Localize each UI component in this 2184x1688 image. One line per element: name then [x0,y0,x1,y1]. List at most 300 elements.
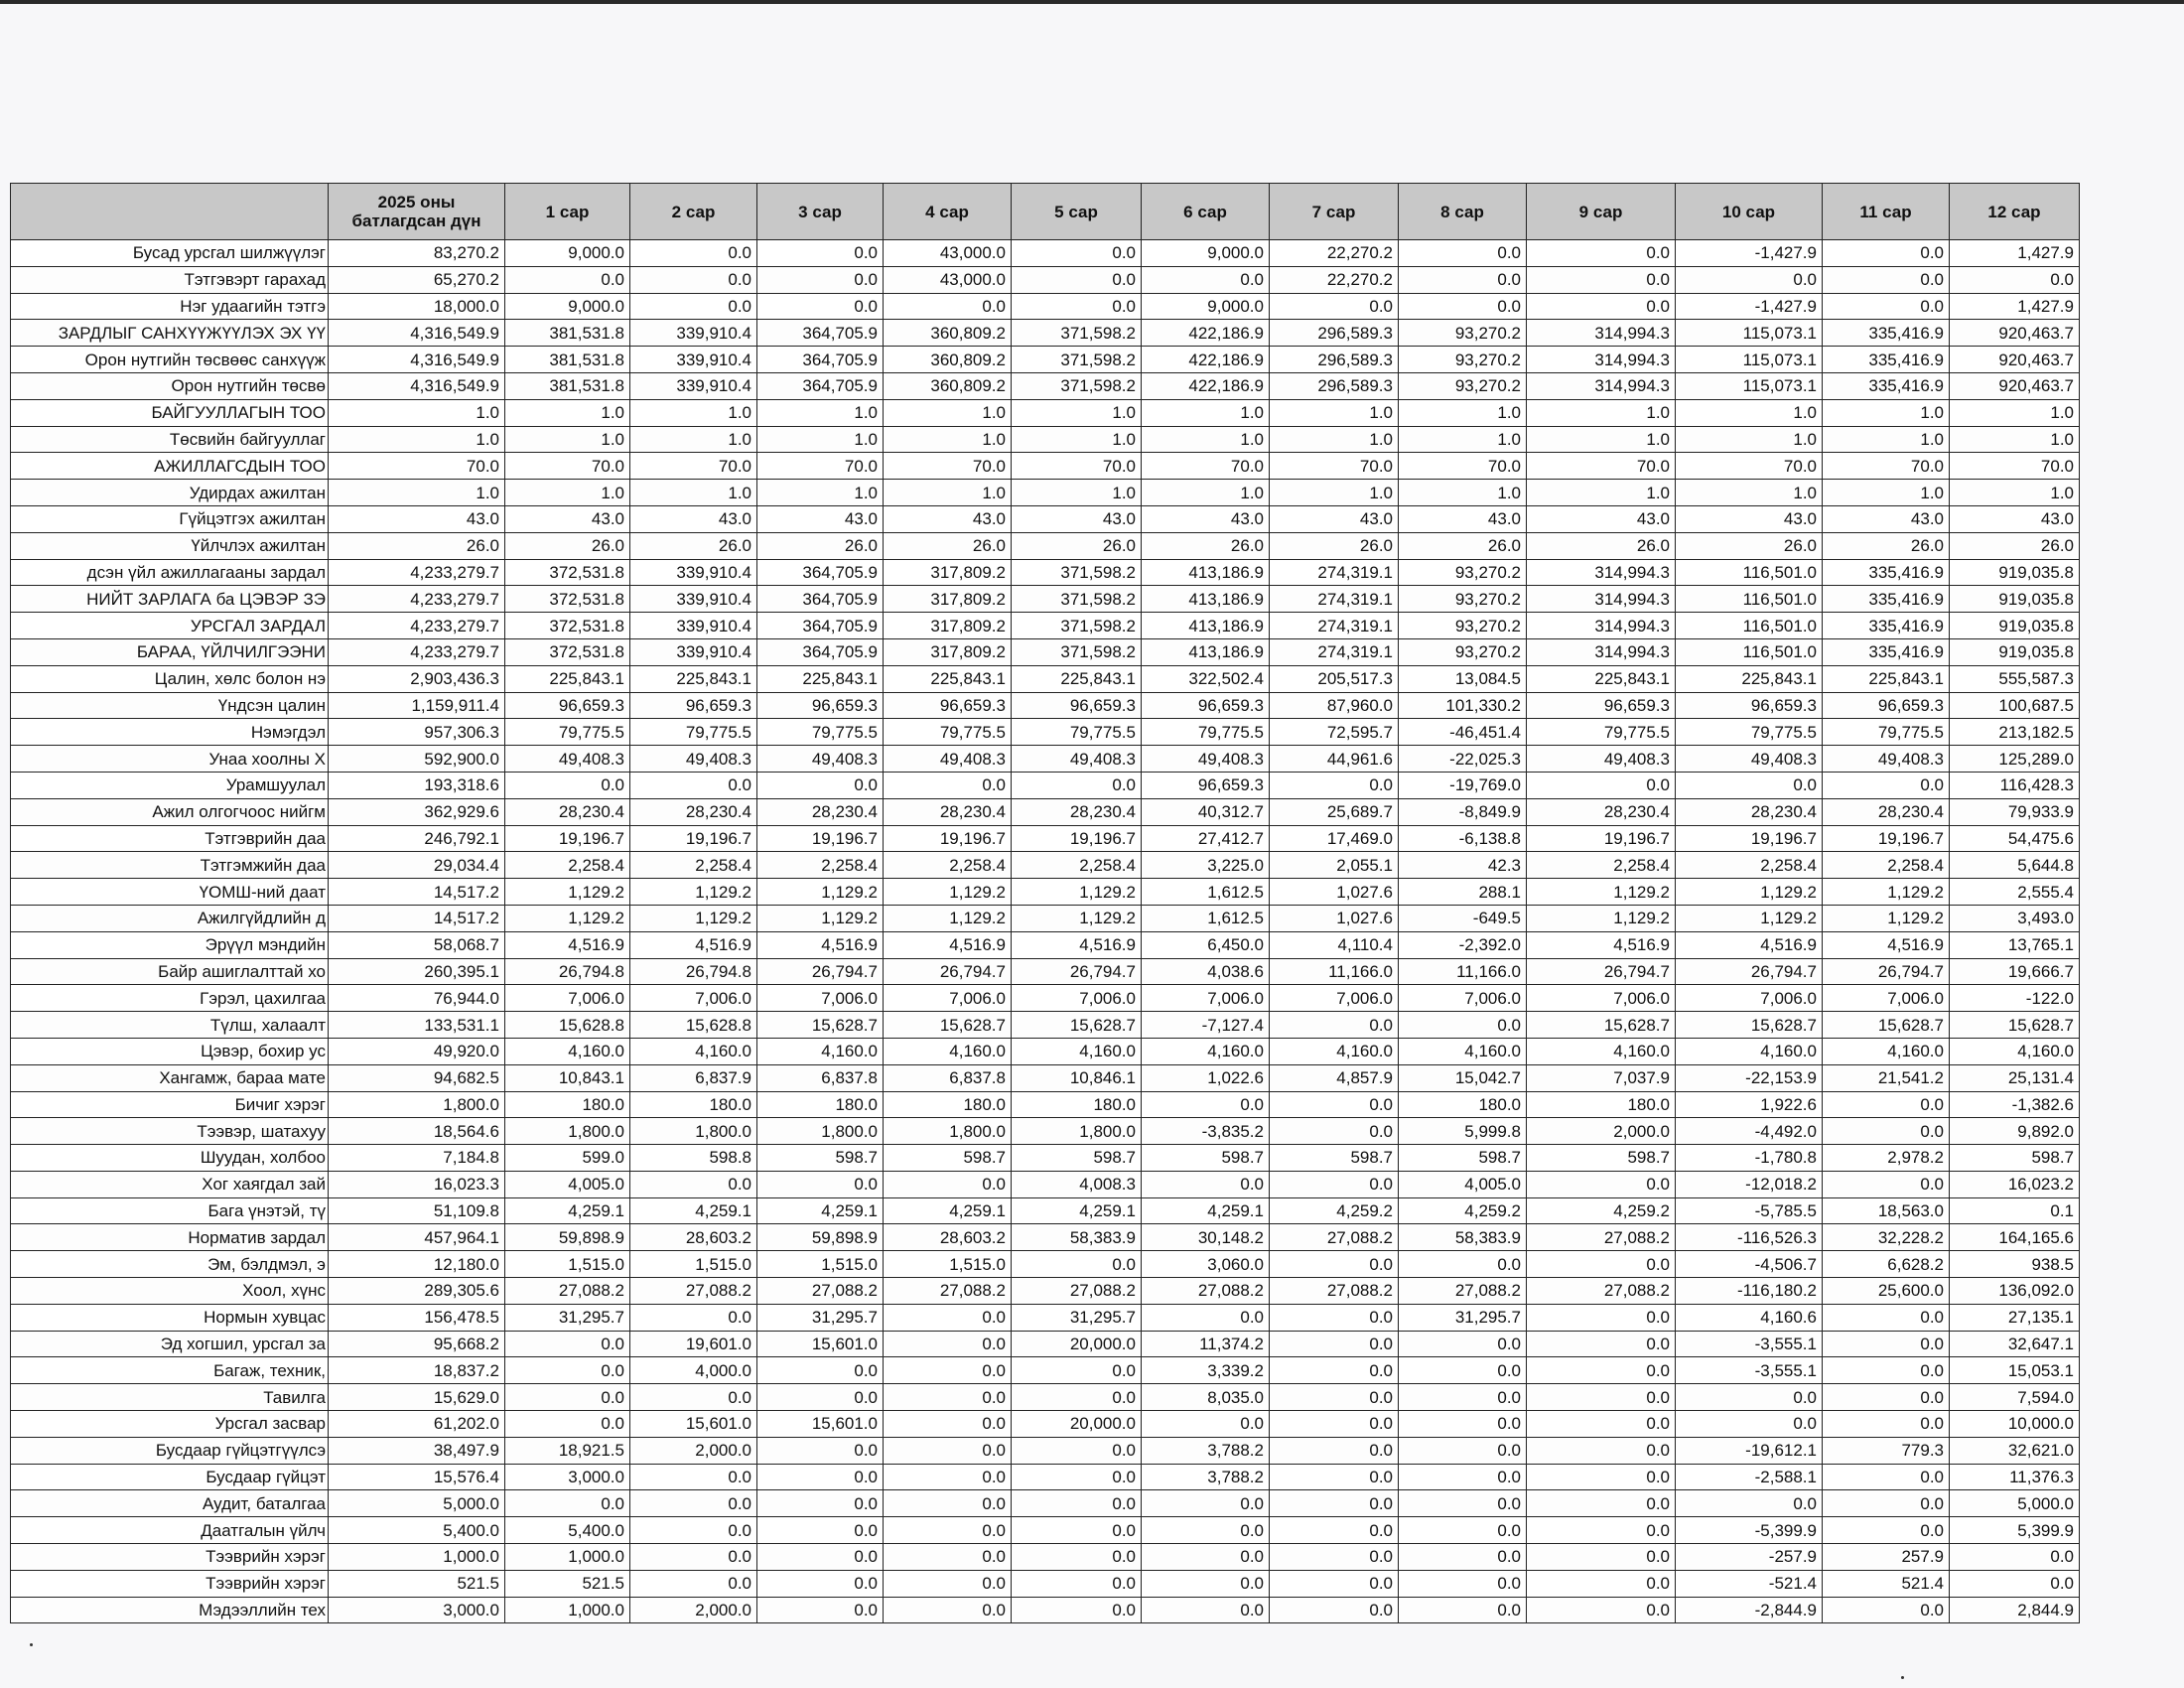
value-cell: 5,000.0 [329,1490,505,1517]
value-cell: 115,073.1 [1676,372,1823,399]
value-cell: 371,598.2 [1012,586,1142,613]
value-cell: 4,316,549.9 [329,372,505,399]
value-cell: 0.0 [884,1437,1012,1464]
table-row [11,1490,2080,1517]
value-cell: 2,903,436.3 [329,665,505,692]
value-cell: 1.0 [1676,426,1823,453]
row-label [11,1278,329,1305]
value-cell: 13,765.1 [1950,931,2080,958]
value-cell: 314,994.3 [1527,320,1676,347]
value-cell: 1,027.6 [1270,905,1399,931]
value-cell: 4,160.0 [1012,1038,1142,1064]
row-label-text: Тээвэр, шатахуу [197,1121,326,1141]
value-cell: 93,270.2 [1399,372,1527,399]
value-cell: 116,501.0 [1676,638,1823,665]
row-label [11,559,329,586]
value-cell: 4,516.9 [630,931,757,958]
scan-speck [30,1643,33,1646]
row-label [11,1570,329,1597]
row-label-text: Хоол, хүнс [242,1281,326,1301]
value-cell: 4,259.1 [757,1197,884,1224]
value-cell: 1.0 [630,399,757,426]
value-cell: 0.0 [1142,1544,1270,1571]
value-cell: 0.0 [884,1384,1012,1411]
value-cell: 26,794.7 [1527,958,1676,985]
value-cell: 18,000.0 [329,293,505,320]
value-cell: 317,809.2 [884,613,1012,639]
row-label-text: Бага үнэтэй, тү [207,1201,326,1221]
value-cell: 26,794.7 [1823,958,1950,985]
value-cell: 521.5 [505,1570,630,1597]
value-cell: 70.0 [884,453,1012,480]
value-cell: 1,515.0 [630,1251,757,1278]
value-cell: 1.0 [1012,399,1142,426]
value-cell: 180.0 [1399,1091,1527,1118]
value-cell: 1.0 [1950,426,2080,453]
value-cell: 225,843.1 [1012,665,1142,692]
value-cell: 0.0 [1676,266,1823,293]
value-cell: 9,000.0 [505,293,630,320]
value-cell: 40,312.7 [1142,798,1270,825]
value-cell: 920,463.7 [1950,320,2080,347]
row-label-text: Эрүүл мэндийн [205,935,326,955]
row-label-text: Норматив зардал [188,1227,326,1247]
value-cell: 0.0 [884,1490,1012,1517]
value-cell: 4,316,549.9 [329,320,505,347]
value-cell: 70.0 [1012,453,1142,480]
value-cell: 70.0 [1950,453,2080,480]
value-cell: 413,186.9 [1142,613,1270,639]
value-cell: 371,598.2 [1012,638,1142,665]
table-row [11,1171,2080,1197]
value-cell: 116,501.0 [1676,559,1823,586]
value-cell: 0.0 [757,1384,884,1411]
value-cell: 0.0 [1012,240,1142,267]
value-cell: 4,316,549.9 [329,347,505,373]
value-cell: 0.0 [1823,1118,1950,1145]
table-row [11,931,2080,958]
row-label [11,1118,329,1145]
value-cell: 339,910.4 [630,559,757,586]
value-cell: 957,306.3 [329,719,505,746]
value-cell: 180.0 [1012,1091,1142,1118]
value-cell: 1.0 [630,480,757,506]
value-cell: 2,258.4 [1527,852,1676,879]
value-cell: 4,160.0 [757,1038,884,1064]
row-label [11,798,329,825]
value-cell: 43.0 [1676,505,1823,532]
row-label [11,1224,329,1251]
value-cell: 0.0 [1142,1411,1270,1438]
row-label-text: Орон нутгийн төсвө [171,376,326,396]
row-label [11,1517,329,1544]
value-cell: 26,794.7 [884,958,1012,985]
value-cell: 43,000.0 [884,240,1012,267]
value-cell: 27,088.2 [505,1278,630,1305]
header-cell: 4 сар [884,184,1012,240]
table-row [11,347,2080,373]
value-cell: 339,910.4 [630,613,757,639]
value-cell: 16,023.3 [329,1171,505,1197]
value-cell: 246,792.1 [329,825,505,852]
value-cell: 0.0 [757,1544,884,1571]
value-cell: 1.0 [1823,480,1950,506]
value-cell: 381,531.8 [505,347,630,373]
value-cell: 0.0 [1823,1357,1950,1384]
header-row [11,184,2080,240]
value-cell: 0.0 [1527,1464,1676,1490]
row-label [11,638,329,665]
value-cell: 335,416.9 [1823,372,1950,399]
value-cell: 6,837.8 [757,1064,884,1091]
value-cell: 371,598.2 [1012,320,1142,347]
value-cell: 72,595.7 [1270,719,1399,746]
row-label [11,1331,329,1357]
value-cell: 0.0 [1399,1597,1527,1623]
value-cell: 96,659.3 [1142,692,1270,719]
value-cell: 0.0 [630,266,757,293]
value-cell: 31,295.7 [505,1304,630,1331]
value-cell: 360,809.2 [884,372,1012,399]
value-cell: 8,035.0 [1142,1384,1270,1411]
value-cell: 70.0 [1527,453,1676,480]
row-label [11,1145,329,1172]
value-cell: 0.0 [630,772,757,798]
row-label-text: Орон нутгийн төсвөөс санхүүж [84,350,326,369]
value-cell: 0.0 [1950,1570,2080,1597]
table-row [11,372,2080,399]
value-cell: 2,000.0 [1527,1118,1676,1145]
value-cell: -3,555.1 [1676,1331,1823,1357]
value-cell: 2,555.4 [1950,879,2080,906]
value-cell: 1,129.2 [757,905,884,931]
value-cell: 116,501.0 [1676,586,1823,613]
value-cell: 0.0 [1823,1304,1950,1331]
value-cell: 360,809.2 [884,320,1012,347]
value-cell: 2,258.4 [757,852,884,879]
row-label [11,1197,329,1224]
value-cell: 225,843.1 [1527,665,1676,692]
value-cell: 4,516.9 [1527,931,1676,958]
value-cell: 26.0 [1676,532,1823,559]
value-cell: 317,809.2 [884,559,1012,586]
value-cell: 28,230.4 [630,798,757,825]
row-label [11,931,329,958]
value-cell: 372,531.8 [505,638,630,665]
value-cell: 1.0 [630,426,757,453]
value-cell: 15,628.7 [1823,1012,1950,1039]
table-row [11,1038,2080,1064]
row-label-text: Гэрэл, цахилгаа [200,988,326,1008]
row-label-text: Тэтгэвэрт гарахад [184,270,326,290]
value-cell: 26,794.8 [505,958,630,985]
header-cell: 6 сар [1142,184,1270,240]
value-cell: -4,492.0 [1676,1118,1823,1145]
value-cell: 1,129.2 [1012,879,1142,906]
value-cell: 1,129.2 [505,905,630,931]
value-cell: 0.0 [1399,1490,1527,1517]
value-cell: 28,230.4 [1012,798,1142,825]
row-label [11,665,329,692]
value-cell: 317,809.2 [884,586,1012,613]
value-cell: 2,258.4 [505,852,630,879]
value-cell: 21,541.2 [1823,1064,1950,1091]
value-cell: -2,392.0 [1399,931,1527,958]
row-label-text: Цалин, хөлс болон нэ [154,669,326,689]
value-cell: 0.0 [884,1570,1012,1597]
value-cell: 288.1 [1399,879,1527,906]
value-cell: 0.0 [884,1171,1012,1197]
value-cell: 15,628.7 [757,1012,884,1039]
value-cell: 0.0 [1527,266,1676,293]
value-cell: 362,929.6 [329,798,505,825]
value-cell: 1.0 [1950,480,2080,506]
value-cell: -19,612.1 [1676,1437,1823,1464]
value-cell: -649.5 [1399,905,1527,931]
value-cell: 1,129.2 [1676,879,1823,906]
value-cell: 0.0 [1270,293,1399,320]
table-row [11,719,2080,746]
value-cell: 381,531.8 [505,320,630,347]
value-cell: 70.0 [505,453,630,480]
value-cell: 1.0 [1823,399,1950,426]
value-cell: 2,258.4 [1012,852,1142,879]
value-cell: 422,186.9 [1142,372,1270,399]
value-cell: 18,563.0 [1823,1197,1950,1224]
value-cell: 79,775.5 [1823,719,1950,746]
value-cell: 2,000.0 [630,1597,757,1623]
row-label [11,1597,329,1623]
value-cell: 372,531.8 [505,586,630,613]
value-cell: 7,006.0 [884,985,1012,1012]
value-cell: 1,129.2 [1527,905,1676,931]
value-cell: 0.0 [1012,1437,1142,1464]
value-cell: 0.0 [1399,1517,1527,1544]
value-cell: 920,463.7 [1950,347,2080,373]
value-cell: 0.0 [1527,1357,1676,1384]
value-cell: 15,628.7 [1527,1012,1676,1039]
row-label-text: Тээврийн хэрэг [205,1547,326,1567]
value-cell: 0.0 [1823,1384,1950,1411]
value-cell: 521.5 [329,1570,505,1597]
value-cell: 314,994.3 [1527,559,1676,586]
value-cell: 339,910.4 [630,347,757,373]
value-cell: 7,006.0 [1270,985,1399,1012]
value-cell: 2,000.0 [630,1437,757,1464]
value-cell: 70.0 [1142,453,1270,480]
value-cell: 0.0 [884,1357,1012,1384]
row-label-text: Байр ашиглалттай хо [158,961,326,981]
row-label-text: Төсвийн байгууллаг [169,429,326,449]
value-cell: 28,230.4 [1823,798,1950,825]
table-row [11,1411,2080,1438]
value-cell: 0.0 [1399,293,1527,320]
table-row [11,985,2080,1012]
value-cell: 9,000.0 [1142,240,1270,267]
value-cell: 180.0 [630,1091,757,1118]
row-label-text: Унаа хоолны Х [208,749,326,769]
value-cell: 43.0 [1012,505,1142,532]
value-cell: 96,659.3 [1142,772,1270,798]
value-cell: 6,837.8 [884,1064,1012,1091]
value-cell: 364,705.9 [757,372,884,399]
value-cell: 54,475.6 [1950,825,2080,852]
value-cell: 59,898.9 [505,1224,630,1251]
value-cell: 43.0 [630,505,757,532]
value-cell: 15,042.7 [1399,1064,1527,1091]
value-cell: 4,160.0 [884,1038,1012,1064]
value-cell: 19,196.7 [1012,825,1142,852]
value-cell: -1,427.9 [1676,240,1823,267]
value-cell: 29,034.4 [329,852,505,879]
value-cell: 0.0 [505,266,630,293]
value-cell: 225,843.1 [884,665,1012,692]
table-row [11,1597,2080,1623]
value-cell: 19,196.7 [1527,825,1676,852]
value-cell: 4,008.3 [1012,1171,1142,1197]
header-cell: 2025 оны батлагдсан дүн [329,184,505,240]
value-cell: 19,196.7 [630,825,757,852]
table-row [11,1384,2080,1411]
value-cell: 2,978.2 [1823,1145,1950,1172]
value-cell: 205,517.3 [1270,665,1399,692]
value-cell: 31,295.7 [1399,1304,1527,1331]
value-cell: 0.0 [1527,1331,1676,1357]
table-row [11,1012,2080,1039]
value-cell: 32,621.0 [1950,1437,2080,1464]
value-cell: 43.0 [1527,505,1676,532]
value-cell: 339,910.4 [630,638,757,665]
value-cell: 0.0 [1527,1517,1676,1544]
value-cell: 28,230.4 [1527,798,1676,825]
row-label-text: Бусдаар гүйцэт [205,1468,326,1487]
value-cell: 598.7 [884,1145,1012,1172]
value-cell: 26.0 [329,532,505,559]
row-label-text: Урамшуулал [225,775,326,795]
value-cell: 0.0 [1676,1490,1823,1517]
value-cell: 5,400.0 [505,1517,630,1544]
row-label [11,399,329,426]
row-label-text: Хангамж, бараа мате [159,1068,326,1088]
value-cell: 938.5 [1950,1251,2080,1278]
value-cell: 0.0 [1527,772,1676,798]
value-cell: 43.0 [1270,505,1399,532]
row-label-text: БАЙГУУЛЛАГЫН ТОО [151,403,326,423]
value-cell: 335,416.9 [1823,347,1950,373]
row-label [11,985,329,1012]
header-cell: 11 сар [1823,184,1950,240]
row-label-text: Үйлчлэх ажилтан [191,536,326,556]
value-cell: 335,416.9 [1823,613,1950,639]
value-cell: 79,775.5 [505,719,630,746]
value-cell: 180.0 [884,1091,1012,1118]
value-cell: 0.0 [757,293,884,320]
value-cell: 26.0 [1012,532,1142,559]
value-cell: 4,857.9 [1270,1064,1399,1091]
value-cell: 598.7 [1950,1145,2080,1172]
value-cell: 0.0 [1270,1171,1399,1197]
value-cell: 0.0 [1399,1357,1527,1384]
table-row [11,1357,2080,1384]
row-label [11,266,329,293]
value-cell: 27,088.2 [757,1278,884,1305]
table-row [11,399,2080,426]
value-cell: 27,135.1 [1950,1304,2080,1331]
value-cell: 0.0 [630,1304,757,1331]
value-cell: 0.0 [1270,1570,1399,1597]
row-label-text: Мэдээллийн тех [199,1601,326,1620]
table-row [11,532,2080,559]
value-cell: 1.0 [329,480,505,506]
value-cell: 18,564.6 [329,1118,505,1145]
table-row [11,1278,2080,1305]
value-cell: -12,018.2 [1676,1171,1823,1197]
value-cell: 32,647.1 [1950,1331,2080,1357]
value-cell: 1,800.0 [630,1118,757,1145]
value-cell: 58,383.9 [1399,1224,1527,1251]
value-cell: 70.0 [1399,453,1527,480]
value-cell: 6,628.2 [1823,1251,1950,1278]
value-cell: 14,517.2 [329,879,505,906]
value-cell: 364,705.9 [757,613,884,639]
value-cell: 0.0 [1270,1118,1399,1145]
value-cell: 49,408.3 [1676,746,1823,773]
value-cell: 0.0 [757,266,884,293]
value-cell: 79,775.5 [884,719,1012,746]
value-cell: 13,084.5 [1399,665,1527,692]
value-cell: 96,659.3 [630,692,757,719]
value-cell: -1,427.9 [1676,293,1823,320]
value-cell: 116,501.0 [1676,613,1823,639]
value-cell: 0.0 [1270,1304,1399,1331]
header-cell-label [11,184,329,240]
value-cell: 296,589.3 [1270,372,1399,399]
row-label [11,1012,329,1039]
value-cell: 28,603.2 [630,1224,757,1251]
table-row [11,320,2080,347]
value-cell: 0.0 [1676,772,1823,798]
value-cell: 4,160.0 [1823,1038,1950,1064]
value-cell: 339,910.4 [630,372,757,399]
value-cell: 15,628.7 [884,1012,1012,1039]
row-label-text: Түлш, халаалт [209,1015,326,1035]
value-cell: 4,259.1 [884,1197,1012,1224]
value-cell: 0.0 [1527,1171,1676,1197]
value-cell: 422,186.9 [1142,347,1270,373]
value-cell: 31,295.7 [1012,1304,1142,1331]
value-cell: 919,035.8 [1950,638,2080,665]
table-row [11,586,2080,613]
value-cell: 317,809.2 [884,638,1012,665]
row-label [11,1038,329,1064]
value-cell: 598.7 [1012,1145,1142,1172]
value-cell: 364,705.9 [757,638,884,665]
value-cell: 1,129.2 [1823,879,1950,906]
value-cell: 314,994.3 [1527,613,1676,639]
value-cell: 4,160.0 [1142,1038,1270,1064]
row-label [11,1411,329,1438]
header-cell: 7 сар [1270,184,1399,240]
row-label-text: ҮОМШ-ний даат [199,882,326,902]
value-cell: 335,416.9 [1823,320,1950,347]
value-cell: 413,186.9 [1142,559,1270,586]
value-cell: 225,843.1 [630,665,757,692]
value-cell: 9,000.0 [1142,293,1270,320]
value-cell: 0.0 [1823,1464,1950,1490]
value-cell: 30,148.2 [1142,1224,1270,1251]
value-cell: 96,659.3 [1527,692,1676,719]
value-cell: 49,408.3 [1012,746,1142,773]
